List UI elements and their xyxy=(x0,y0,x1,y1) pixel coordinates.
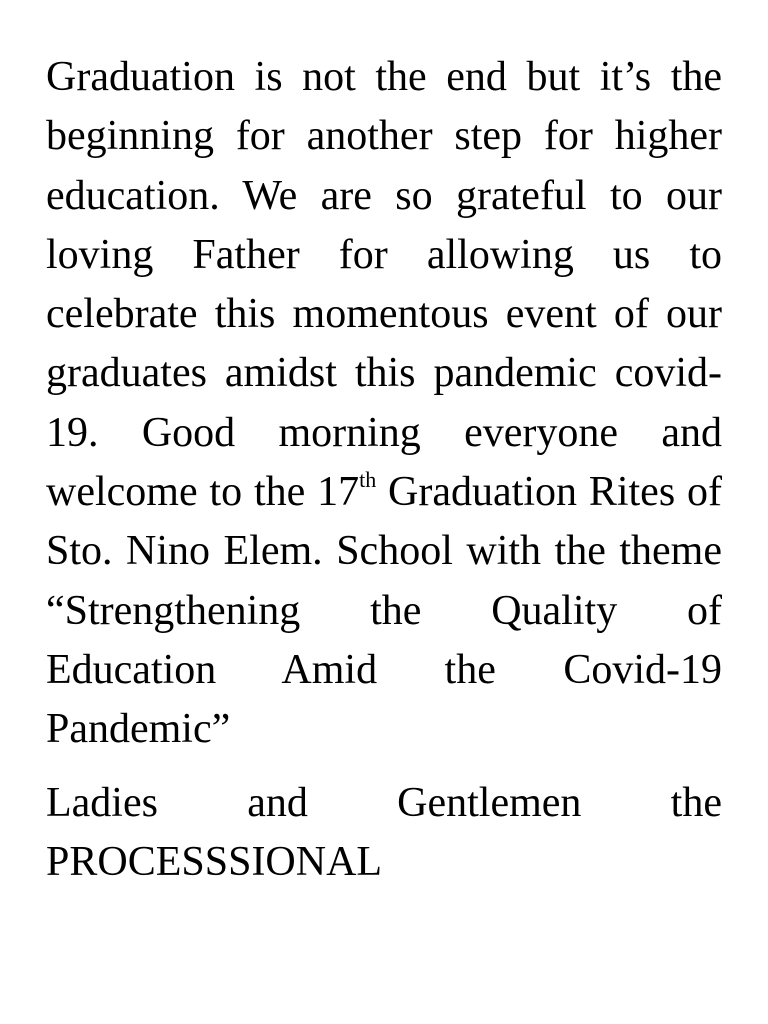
welcome-text: Graduation is not the end but it’s the beginning for another step for higher education. We are so grateful to our loving Father for allowing us to celebrate this momentous event of our graduates amidst this pandemic covid-19. Good morning everyone and welcome to the 17 xyxy=(46,54,722,516)
processional-paragraph: Ladies and Gentlemen the PROCESSSIONAL xyxy=(46,779,722,885)
welcome-paragraph xyxy=(46,48,722,760)
ordinal-suffix: th xyxy=(359,467,377,493)
welcome-text-continued: Graduation Rites of Sto. Nino Elem. School with the theme “Strengthening the Quality of Education Amid the Covid-19 Pandemic” xyxy=(46,469,722,753)
